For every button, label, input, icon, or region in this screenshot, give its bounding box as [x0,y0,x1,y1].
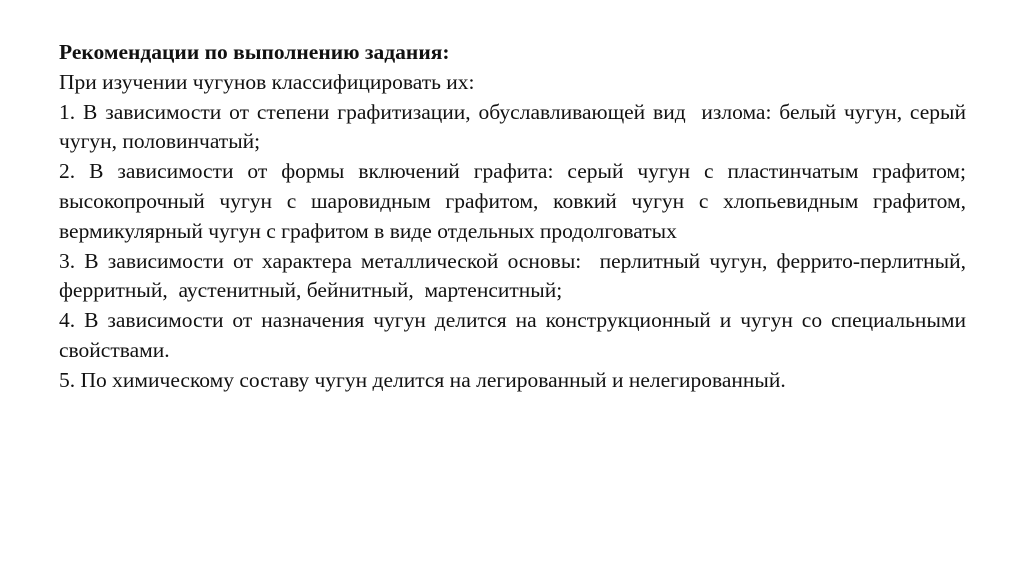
list-item-chemical-composition: 5. По химическому составу чугун делится на легированный и нелегированный. [59,367,786,392]
list-item-purpose: 4. В зависимости от назначения чугун делится на конструкционный и чугун со специальными свойствами. [59,308,972,362]
intro-text: При изучении чугунов классифицировать их: [59,69,475,94]
list-item-graphite-shape: 2. В зависимости от формы включений графита: серый чугун с пластинчатым графитом; высокопрочный чугун с шаровидным графитом, ковкий чугун с хлопьевидным графитом, вермикулярный чугун с графитом в виде отдельных продолговатых [59,159,977,243]
slide-heading: Рекомендации по выполнению задания: [59,40,450,64]
list-item-graphitization: 1. В зависимости от степени графитизации, обуславливающей вид излома: белый чугун, серый чугун, половинчатый; [59,99,972,154]
list-item-metal-base: 3. В зависимости от характера металлической основы: перлитный чугун, феррито-перлитный, ферритный, аустенитный, бейнитный, мартенситный; [59,248,972,303]
slide-body [59,38,977,396]
